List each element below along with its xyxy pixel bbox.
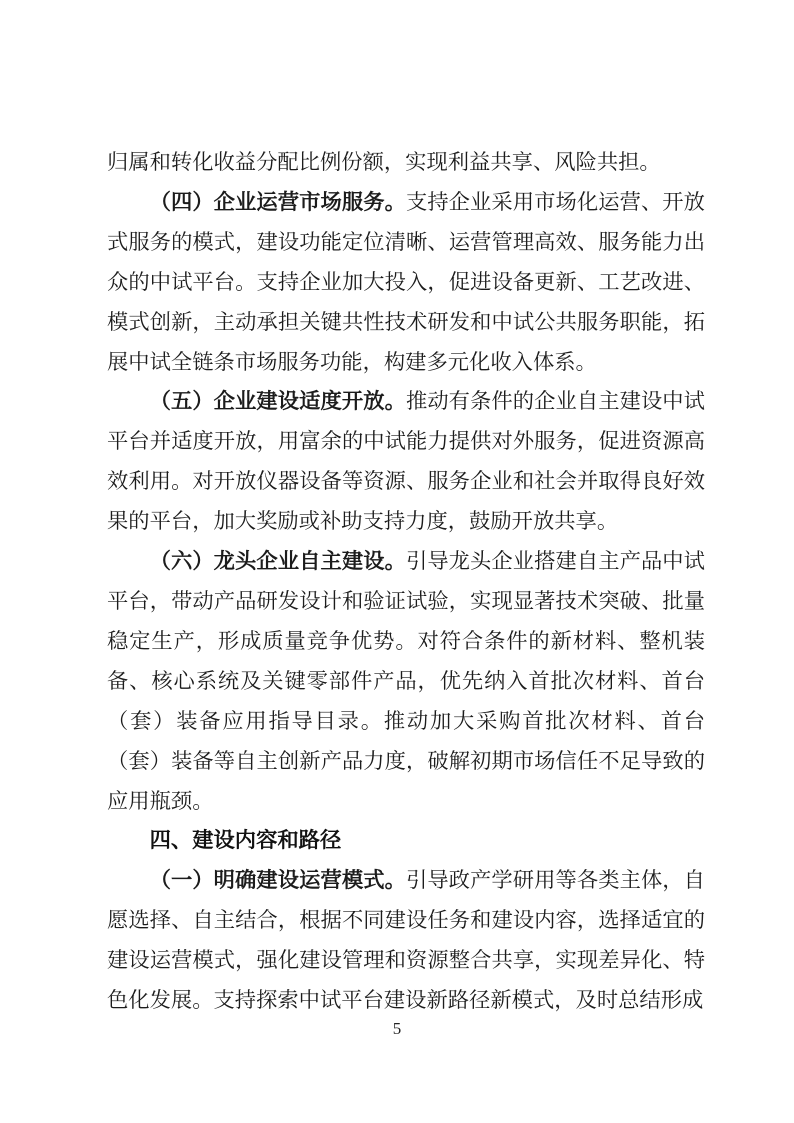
paragraph-text: 引导龙头企业搭建自主产品中试平台，带动产品研发设计和验证试验，实现显著技术突破、批量稳定生产，形成质量竞争优势。对符合条件的新材料、整机装备、核心系统及关键零部件产品，优先纳入首批次材料、首台（套）装备应用指导目录。推动加大采购首批次材料、首台（套）装备等自主创新产品力度，破解初期市场信任不足导致的应用瓶颈。: [107, 549, 705, 813]
paragraph-lead: （六）龙头企业自主建设。: [149, 549, 406, 574]
section-heading: 四、建设内容和路径: [149, 828, 342, 853]
paragraph-text: 支持企业采用市场化运营、开放式服务的模式，建设功能定位清晰、运营管理高效、服务能力出众的中试平台。支持企业加大投入，促进设备更新、工艺改进、模式创新，主动承担关键共性技术研发和中试公共服务职能，拓展中试全链条市场服务功能，构建多元化收入体系。: [107, 189, 705, 374]
paragraph-item-six: [107, 542, 705, 821]
paragraph-item-one: [107, 861, 705, 1021]
page-text-block: [107, 143, 705, 1021]
paragraph-text: 归属和转化收益分配比例份额，实现利益共享、风险共担。: [107, 150, 661, 174]
paragraph-item-four: [107, 183, 705, 383]
paragraph-continuation: [107, 143, 705, 183]
paragraph-text: 推动有条件的企业自主建设中试平台并适度开放，用富余的中试能力提供对外服务，促进资源高效利用。对开放仪器设备等资源、服务企业和社会并取得良好效果的平台，加大奖励或补助支持力度，鼓励开放共享。: [107, 389, 705, 534]
paragraph-lead: （五）企业建设适度开放。: [149, 389, 406, 414]
paragraph-item-five: [107, 382, 705, 542]
page-number: 5: [392, 1019, 402, 1038]
paragraph-lead: （一）明确建设运营模式。: [149, 868, 406, 893]
paragraph-lead: （四）企业运营市场服务。: [149, 189, 406, 214]
paragraph-text: 引导政产学研用等各类主体，自愿选择、自主结合，根据不同建设任务和建设内容，选择适宜的建设运营模式，强化建设管理和资源整合共享，实现差异化、特色化发展。支持探索中试平台建设新路径新模式，及时总结形成: [107, 868, 705, 1013]
